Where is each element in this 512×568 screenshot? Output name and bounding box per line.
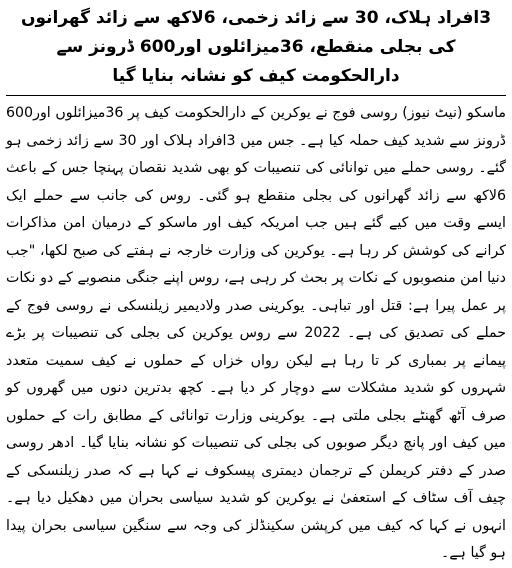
article-body: ماسکو (نیٹ نیوز) روسی فوج نے یوکرین کے دارالحکومت کیف پر 36میزائلوں اور600 ڈرونز سے شدید کیف حملہ کیا ہے۔ جس میں 3افراد ہلاک اور 30 سے زائد زخمی ہو گئے۔ روسی حملے میں توانائی کی تنصیبات کو بھی شدید نقصان پہنچا جس کے باعث 6لاکھ سے زائد گھرانوں کی بجلی منقطع ہو گئی۔ روس کی جانب سے حملے ایک ایسے وقت میں کیے گئے ہیں جب امریکہ کیف اور ماسکو کے درمیان امن مذاکرات کرانے کی کوشش کر رہا ہے۔ یوکرین کی وزارت خارجہ نے ہفتے کی صبح لکھا، "جب دنیا امن منصوبوں کے نکات پر بحث کر رہی ہے، روس اپنے جنگی منصوبے کے دو نکات پر عمل پیرا ہے: قتل اور تباہی۔ یوکرینی صدر ولادیمیر زیلنسکی نے روسی فوج کے حملے کی تصدیق کی ہے۔ 2022 سے روس یوکرین کی بجلی کی تنصیبات پر بڑے پیمانے پر بمباری کر تا رہا ہے لیکن رواں خزاں کے حملوں نے کیف سمیت متعدد شہروں کو شدید مشکلات سے دوچار کر دیا ہے۔ کچھ بدترین دنوں میں گھروں کو صرف آٹھ گھنٹے بجلی ملتی ہے۔ یوکرینی وزارت توانائی کے مطابق رات کے حملوں میں کیف اور پانچ دیگر صوبوں کی بجلی کی تنصیبات کو نشانہ بنایا گیا۔ ادھر روسی صدر کے دفتر کریملن کے ترجمان دیمتری پیسکوف نے کہا ہے کہ صدر زیلنسکی کے چیف آف سٹاف کے استعفیٰ نے یوکرین کو شدید سیاسی بحران میں دھکیل دیا ہے۔ انہوں نے کہا کہ کیف میں کرپشن سکینڈلز کی وجہ سے سنگین سیاسی بحران پیدا ہو گیا ہے۔ (6, 105, 507, 561)
article-headline: 3افراد ہلاک، 30 سے زائد زخمی، 6لاکھ سے زائد گھرانوں کی بجلی منقطع، 36میزائلوں اور600 ڈرونز سے دارالحکومت کیف کو نشانہ بنایا گیا (20, 8, 492, 86)
headline-divider (6, 95, 506, 96)
